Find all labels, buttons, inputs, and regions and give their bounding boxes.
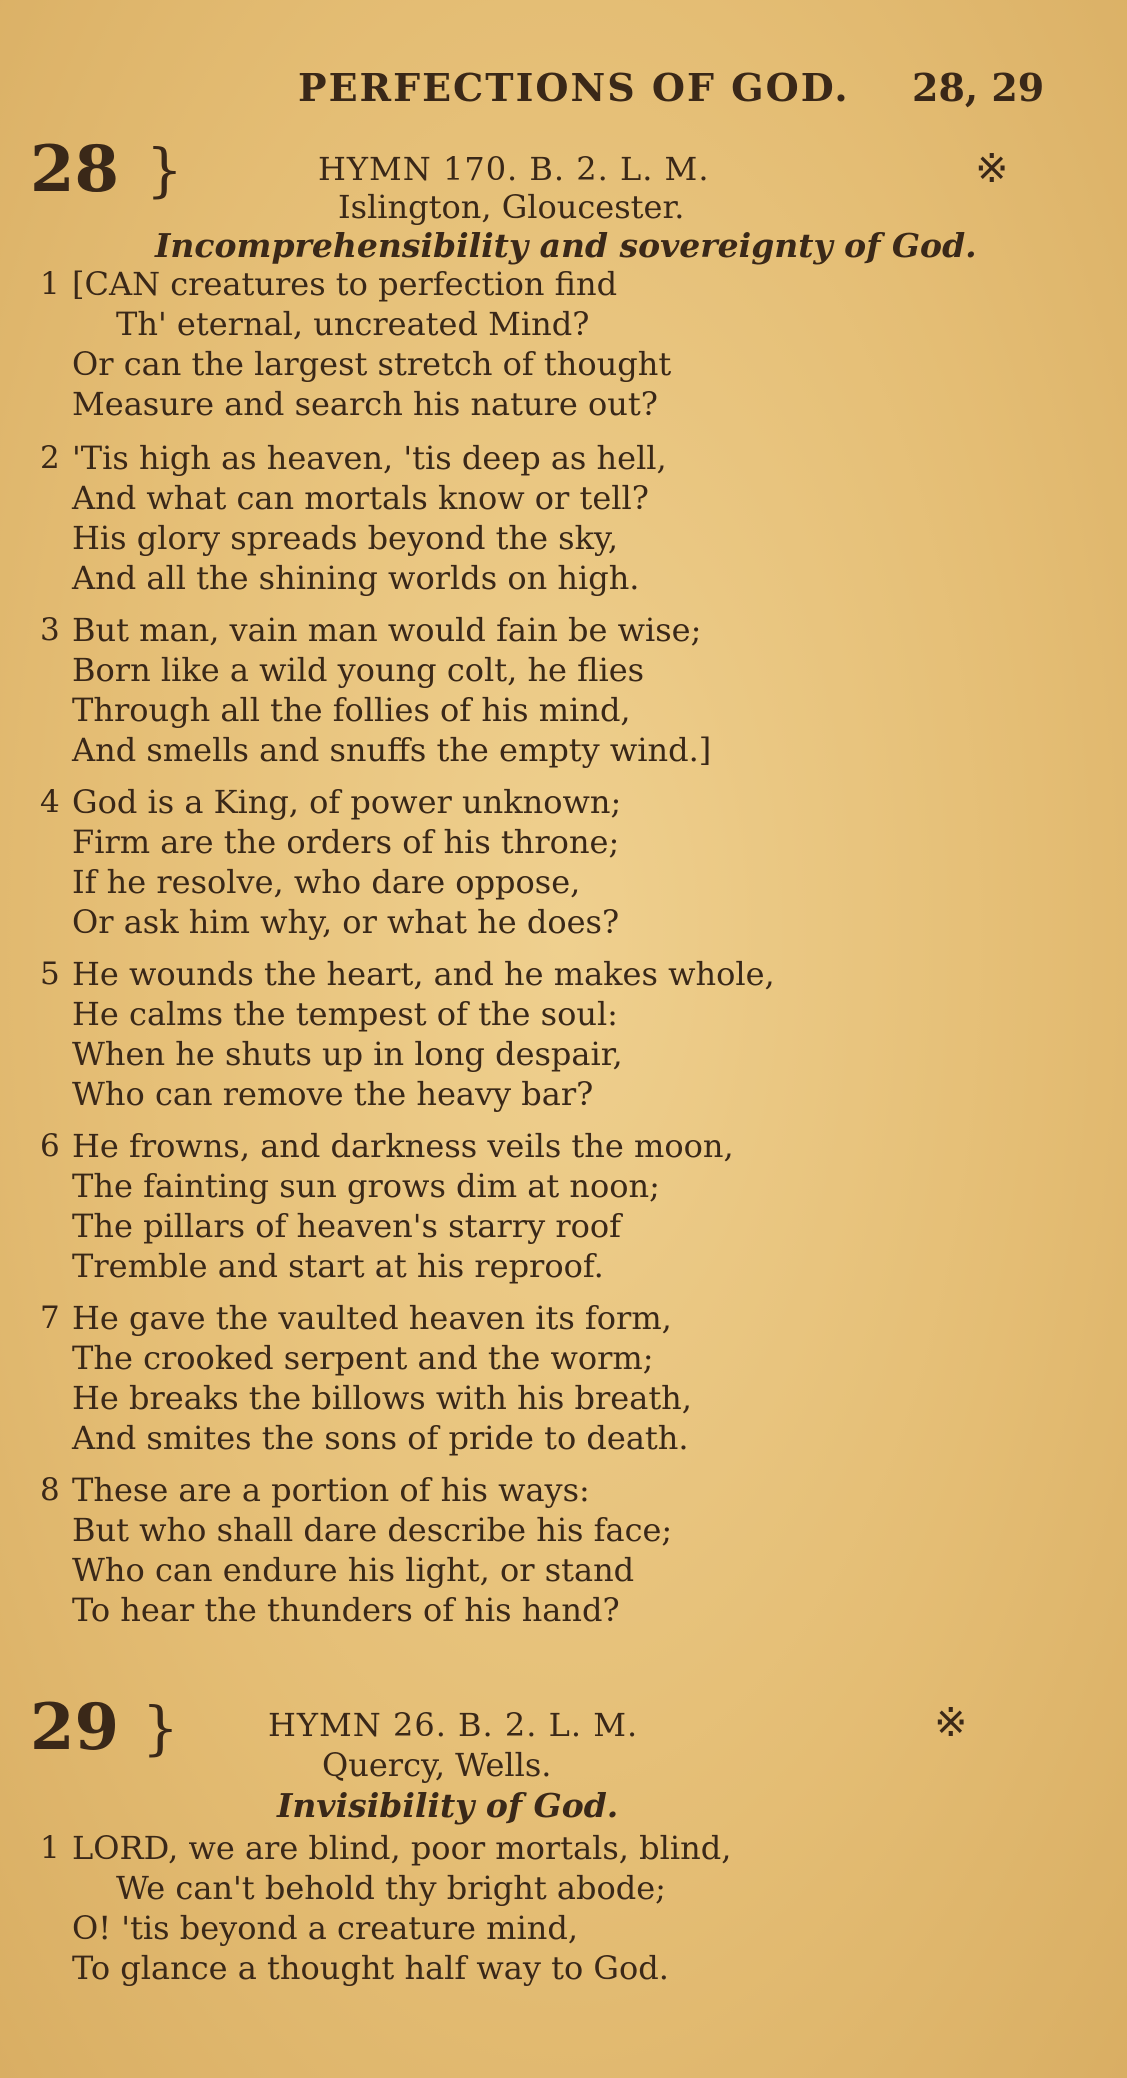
running-header-title: PERFECTIONS OF GOD. bbox=[298, 65, 850, 110]
verse-number: 2 bbox=[40, 440, 60, 476]
verse-number: 4 bbox=[40, 784, 60, 820]
hymn-number: 28 bbox=[30, 132, 120, 207]
verse-number: 5 bbox=[40, 956, 60, 992]
tune-names: Islington, Gloucester. bbox=[338, 188, 685, 226]
verse bbox=[40, 954, 1110, 1124]
hymn-number: 29 bbox=[30, 1690, 120, 1765]
verse-line: The fainting sun grows dim at noon; bbox=[72, 1167, 660, 1205]
verse-line: Or ask him why, or what he does? bbox=[72, 903, 620, 941]
verse-number: 8 bbox=[40, 1472, 60, 1508]
verse-line: God is a King, of power unknown; bbox=[72, 783, 622, 821]
running-header-page-numbers: 28, 29 bbox=[912, 65, 1045, 110]
verse-line: And smites the sons of pride to death. bbox=[72, 1419, 689, 1457]
verse-line: And smells and snuffs the empty wind.] bbox=[72, 731, 712, 769]
verse-line: Born like a wild young colt, he flies bbox=[72, 651, 645, 689]
hymn-subject: Invisibility of God. bbox=[277, 1786, 619, 1825]
verse-line: And what can mortals know or tell? bbox=[72, 479, 649, 517]
verse-line: If he resolve, who dare oppose, bbox=[72, 863, 581, 901]
verse bbox=[40, 1470, 1110, 1640]
verse bbox=[40, 1828, 1110, 1998]
verse-line: He calms the tempest of the soul: bbox=[72, 995, 618, 1033]
verse-line: But man, vain man would fain be wise; bbox=[72, 611, 702, 649]
verse-line: He wounds the heart, and he makes whole, bbox=[72, 955, 775, 993]
verse-line: The crooked serpent and the worm; bbox=[72, 1339, 654, 1377]
verse-number: 1 bbox=[40, 1830, 60, 1866]
verse-line: But who shall dare describe his face; bbox=[72, 1511, 673, 1549]
verse-number: 6 bbox=[40, 1128, 60, 1164]
verse-line: We can't behold thy bright abode; bbox=[116, 1869, 666, 1907]
verse-line: Tremble and start at his reproof. bbox=[72, 1247, 604, 1285]
verse bbox=[40, 438, 1110, 608]
verse-line: Through all the follies of his mind, bbox=[72, 691, 631, 729]
verse-line: The pillars of heaven's starry roof bbox=[72, 1207, 622, 1245]
hymn-subject: Incomprehensibility and sovereignty of God. bbox=[155, 226, 977, 265]
verse-line: His glory spreads beyond the sky, bbox=[72, 519, 618, 557]
verse-line: O! 'tis beyond a creature mind, bbox=[72, 1909, 578, 1947]
verse-line: Measure and search his nature out? bbox=[72, 385, 658, 423]
verse-line: 'Tis high as heaven, 'tis deep as hell, bbox=[72, 439, 667, 477]
verse-line: Th' eternal, uncreated Mind? bbox=[116, 305, 590, 343]
asterism-icon: ※ bbox=[934, 1700, 968, 1746]
verse-line: LORD, we are blind, poor mortals, blind, bbox=[72, 1829, 732, 1867]
verse bbox=[40, 610, 1110, 780]
verse-line: Firm are the orders of his throne; bbox=[72, 823, 620, 861]
verse-line: He frowns, and darkness veils the moon, bbox=[72, 1127, 734, 1165]
verse-line: Who can endure his light, or stand bbox=[72, 1551, 635, 1589]
hymn-meta: HYMN 170. B. 2. L. M. bbox=[318, 150, 710, 188]
verse-line: These are a portion of his ways: bbox=[72, 1471, 590, 1509]
verse bbox=[40, 1298, 1110, 1468]
verse-number: 3 bbox=[40, 612, 60, 648]
verse-line: Who can remove the heavy bar? bbox=[72, 1075, 594, 1113]
verse-number: 7 bbox=[40, 1300, 60, 1336]
verse-line: He gave the vaulted heaven its form, bbox=[72, 1299, 672, 1337]
verse-line: He breaks the billows with his breath, bbox=[72, 1379, 692, 1417]
verse-number: 1 bbox=[40, 266, 60, 302]
brace-glyph: } bbox=[146, 136, 183, 204]
verse-line: When he shuts up in long despair, bbox=[72, 1035, 623, 1073]
brace-glyph: } bbox=[142, 1694, 179, 1762]
asterism-icon: ※ bbox=[975, 146, 1009, 192]
verse bbox=[40, 264, 1110, 434]
tune-names: Quercy, Wells. bbox=[322, 1746, 552, 1784]
verse-line: To hear the thunders of his hand? bbox=[72, 1591, 620, 1629]
verse-line: And all the shining worlds on high. bbox=[72, 559, 640, 597]
verse-line: [CAN creatures to perfection find bbox=[72, 265, 618, 303]
verse bbox=[40, 1126, 1110, 1296]
verse bbox=[40, 782, 1110, 952]
verse-line: Or can the largest stretch of thought bbox=[72, 345, 672, 383]
hymn-meta: HYMN 26. B. 2. L. M. bbox=[268, 1706, 639, 1744]
verse-line: To glance a thought half way to God. bbox=[72, 1949, 669, 1987]
